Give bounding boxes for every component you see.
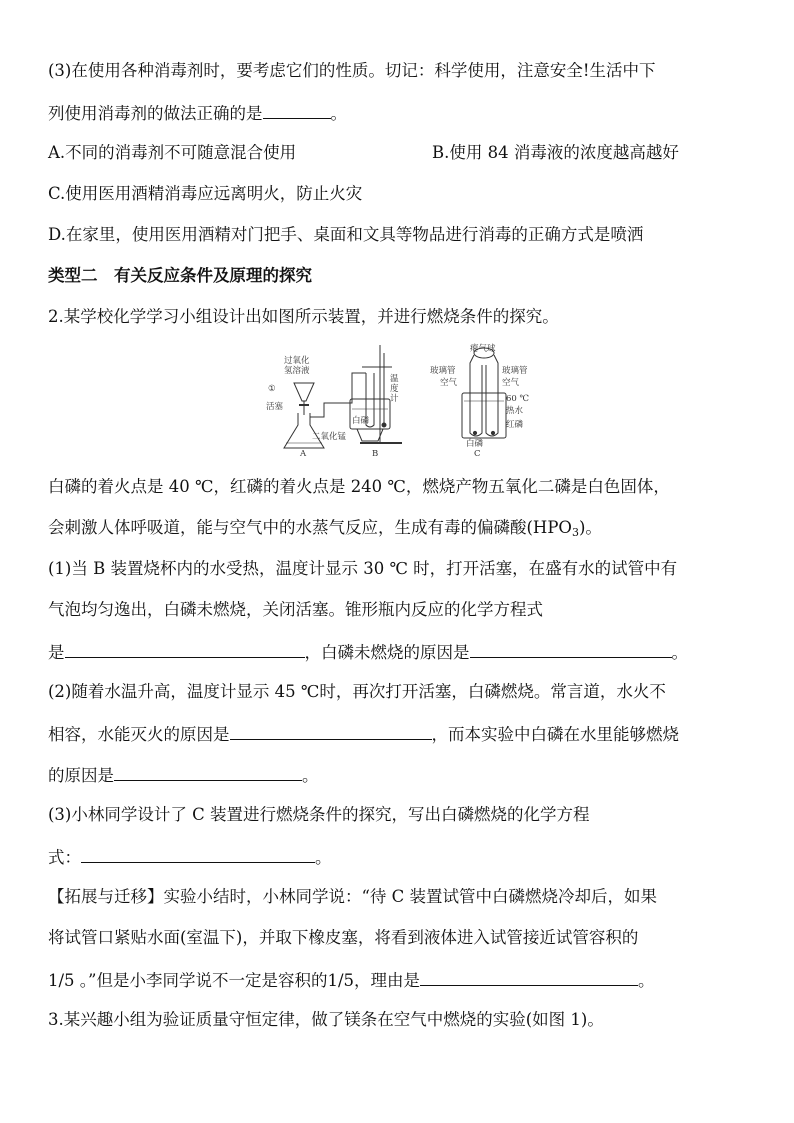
answer-blank-equation[interactable]	[65, 640, 305, 658]
label-temperature: 60 ℃	[506, 394, 530, 404]
q2-info-line2	[48, 517, 602, 539]
label-mno2: 二氧化锰	[312, 432, 347, 442]
q2-ext-line2: 将试管口紧贴水面(室温下)，并取下橡皮塞，将看到液体进入试管接近试管容积的	[48, 928, 639, 947]
q2-ext-line3	[48, 968, 655, 992]
label-hot-water: 热水	[506, 406, 524, 416]
q2-p1-line3	[48, 640, 688, 664]
q1-options-ab	[48, 142, 748, 164]
answer-blank-p-equation[interactable]	[81, 845, 315, 863]
q2-info-line1: 白磷的着火点是 40 ℃，红磷的着火点是 240 ℃，燃烧产物五氧化二磷是白色固体，	[48, 477, 670, 496]
label-thermometer-3: 计	[390, 394, 399, 404]
q1-stem-line2	[48, 101, 347, 125]
subscript: 3	[571, 526, 579, 539]
label-air-right: 空气	[502, 378, 520, 388]
q2-intro: 2.某学校化学学习小组设计出如图所示装置，并进行燃烧条件的探究。	[48, 307, 559, 326]
p3-end: 。	[315, 848, 332, 867]
answer-blank-reason[interactable]	[470, 640, 672, 658]
label-h2o2-b: 氢溶液	[284, 366, 310, 376]
label-air-left: 空气	[440, 378, 458, 388]
info-text: 会刺激人体呼吸道，能与空气中的水蒸气反应，生成有毒的偏磷酸(HPO	[48, 518, 572, 537]
apparatus-figure	[262, 343, 537, 458]
option-c: C.使用医用酒精消毒应远离明火，防止火灾	[48, 184, 363, 203]
label-thermometer-1: 温	[390, 374, 399, 384]
q1-stem-text: 列使用消毒剂的做法正确的是	[48, 104, 263, 123]
label-h2o2: 过氧化	[284, 356, 310, 366]
q3-intro: 3.某兴趣小组为验证质量守恒定律，做了镁条在空气中燃烧的实验(如图 1)。	[48, 1010, 604, 1029]
p2-mid: ，而本实验中白磷在水里能够燃烧	[431, 725, 679, 744]
q2-p3-line2	[48, 845, 332, 869]
q1-stem-end: 。	[330, 104, 347, 123]
label-stopcock: 活塞	[266, 402, 284, 412]
section-heading: 类型二 有关反应条件及原理的探究	[48, 266, 312, 285]
label-white-phosphorus-c: 白磷	[466, 439, 484, 449]
label-red-phosphorus: 红磷	[506, 420, 524, 430]
p3-lead: 式：	[48, 848, 81, 867]
p1-mid: ，白磷未燃烧的原因是	[304, 643, 470, 662]
label-balloon: 瘪气球	[470, 344, 496, 354]
p2-end: 。	[302, 766, 319, 785]
q2-p1-line1: (1)当 B 装置烧杯内的水受热，温度计显示 30 ℃ 时，打开活塞，在盛有水的试管中有	[48, 559, 678, 578]
option-a: A.不同的消毒剂不可随意混合使用	[48, 143, 297, 162]
q2-p2-line1: (2)随着水温升高，温度计显示 45 ℃时，再次打开活塞，白磷燃烧。常言道，水火不	[48, 682, 666, 701]
p2-lead: 相容，水能灭火的原因是	[48, 725, 230, 744]
info-end: )。	[578, 518, 602, 537]
option-d: D.在家里，使用医用酒精对门把手、桌面和文具等物品进行消毒的正确方式是喷洒	[48, 225, 644, 244]
label-glass-tube-right: 玻璃管	[502, 366, 528, 376]
q2-p1-line2: 气泡均匀逸出，白磷未燃烧，关闭活塞。锥形瓶内反应的化学方程式	[48, 600, 543, 619]
label-thermometer-2: 度	[390, 384, 399, 394]
answer-blank-burn[interactable]	[114, 763, 302, 781]
q2-p2-line3	[48, 763, 319, 787]
answer-blank[interactable]	[263, 101, 331, 119]
answer-blank-water[interactable]	[230, 722, 432, 740]
label-b: B	[372, 449, 379, 458]
p1-lead: 是	[48, 643, 65, 662]
q1-stem-line1: (3)在使用各种消毒剂时，要考虑它们的性质。切记：科学使用，注意安全!生活中下	[48, 61, 656, 80]
q2-p2-line2	[48, 722, 679, 746]
q2-p3-line1: (3)小林同学设计了 C 装置进行燃烧条件的探究，写出白磷燃烧的化学方程	[48, 805, 590, 824]
label-c: C	[474, 449, 481, 458]
label-glass-tube-left: 玻璃管	[430, 366, 456, 376]
q2-ext-line1: 【拓展与迁移】实验小结时，小林同学说：“待 C 装置试管中白磷燃烧冷却后，如果	[48, 887, 658, 906]
ext-end: 。	[638, 971, 655, 990]
ext-lead: 1/5 。”但是小李同学说不一定是容积的1/5，理由是	[48, 971, 421, 990]
label-circle-1: ①	[268, 384, 276, 394]
p2-lead2: 的原因是	[48, 766, 114, 785]
label-a: A	[300, 449, 307, 458]
beaker-c	[462, 348, 506, 438]
label-white-phosphorus: 白磷	[352, 416, 370, 426]
p1-end: 。	[671, 643, 688, 662]
answer-blank-ext[interactable]	[420, 968, 638, 986]
option-b: B.使用 84 消毒液的浓度越高越好	[432, 143, 679, 162]
apparatus-diagram	[262, 343, 537, 458]
